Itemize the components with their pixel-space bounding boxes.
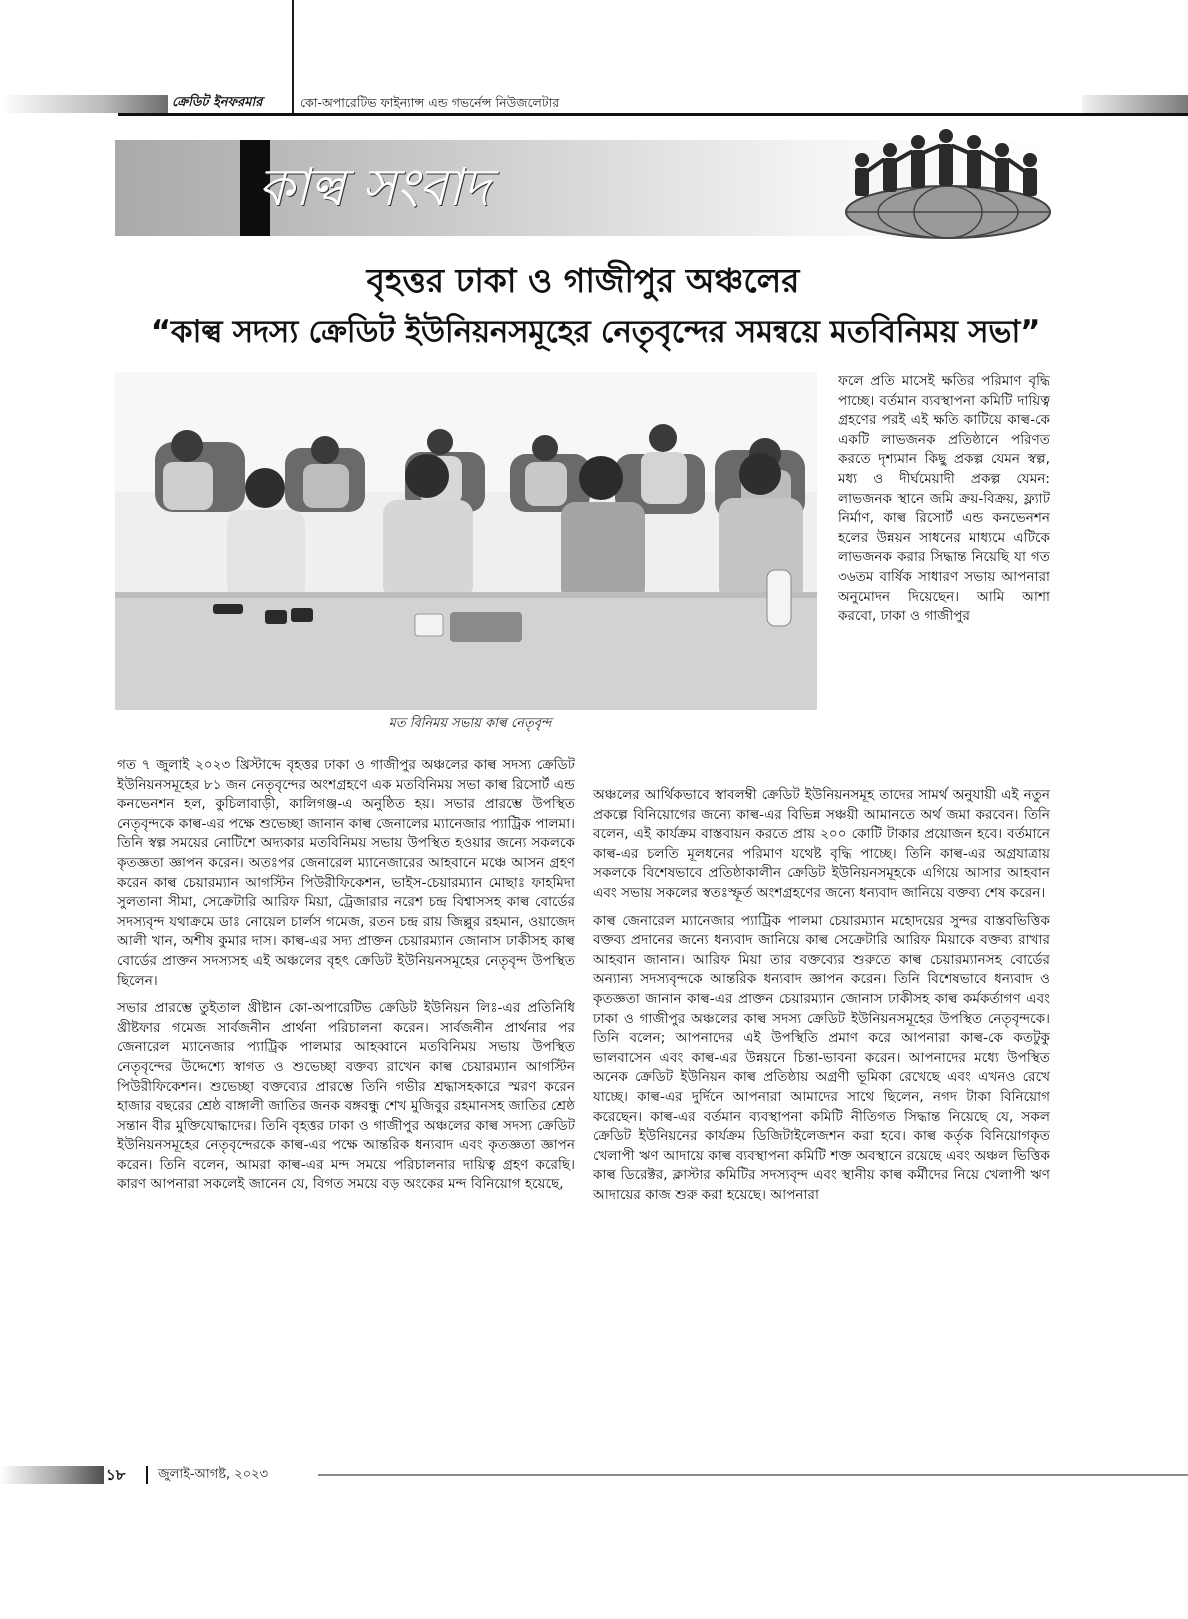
- header-gradient-bar: [0, 95, 168, 113]
- paragraph: অঞ্চলের আর্থিকভাবে স্বাবলম্বী ক্রেডিট ইউনিয়নসমূহ তাদের সামর্থ অনুযায়ী এই নতুন প্রকল্পে বিনিয়োগের জন্যে কাল্ব-এর বিভিন্ন সঞ্চয়ী আমানতে অর্থ জমা করবেন। তিনি বলেন, এই কার্যক্রম বাস্তবায়ন করতে প্রায় ২০০ কোটি টাকার প্রয়োজন হবে। বর্তমানে কাল্ব-এর চলতি মূলধনের পরিমাণ যথেষ্ট বৃদ্ধি পাচ্ছে। তিনি কাল্ব-এর অগ্রযাত্রায় সকলকে বিশেষভাবে প্রতিষ্ঠাকালীন ক্রেডিট ইউনিয়নসমূহকে এগিয়ে আসার আহবান এবং সভায় সকলের স্বতঃস্ফূর্ত অংশগ্রহণের জন্যে ধন্যবাদ জানিয়ে বক্তব্য শেষ করেন।: [593, 787, 1050, 901]
- headline-line-1: বৃহত্তর ঢাকা ও গাজীপুর অঞ্চলের: [366, 261, 800, 300]
- headline-line-2: “কাল্ব সদস্য ক্রেডিট ইউনিয়নসমূহের নেতৃবৃন্দের সমন্বয়ে মতবিনিময় সভা”: [150, 314, 1041, 350]
- newsletter-title: কো-অপারেটিভ ফাইন্যান্স এন্ড গভর্নেন্স নিউজলেটার: [300, 95, 560, 110]
- header-vertical-rule: [292, 0, 294, 114]
- page-number: ১৮: [106, 1466, 126, 1484]
- paragraph: সভার প্রারম্ভে তুইতাল খ্রীষ্টান কো-অপারেটিভ ক্রেডিট ইউনিয়ন লিঃ-এর প্রতিনিধি খ্রীষ্টফার গমেজ সার্বজনীন প্রার্থনা পরিচালনা করেন। সার্বজনীন প্রার্থনার পর জেনারেল ম্যানেজার প্যাট্রিক পালমার আহব্বানে মতবিনিময় সভায় উপস্থিত নেতৃবৃন্দের উদ্দেশ্যে স্বাগত ও শুভেচ্ছা বক্তব্য রাখেন কাল্ব চেয়ারম্যান আগস্টিন পিউরীফিকেশন। শুভেচ্ছা বক্তব্যের প্রারম্ভে তিনি গভীর শ্রদ্ধাসহকারে স্মরণ করেন হাজার বছরের শ্রেষ্ঠ বাঙ্গালী জাতির জনক বঙ্গবন্ধু শেখ মুজিবুর রহমানসহ জাতির শ্রেষ্ঠ সন্তান বীর মুক্তিযোদ্ধাদের। তিনি বৃহত্তর ঢাকা ও গাজীপুর অঞ্চলের কাল্ব সদস্য ক্রেডিট ইউনিয়নসমূহের নেতৃবৃন্দেরকে কাল্ব-এর পক্ষে আন্তরিক ধন্যবাদ এবং কৃতজ্ঞতা জ্ঞাপন করেন। তিনি বলেন, আমরা কাল্ব-এর মন্দ সময়ে পরিচালনার দায়িত্ব গ্রহণ করেছি। কারণ আপনারা সকলেই জানেন যে, বিগত সময়ে বড় অংকের মন্দ বিনিয়োগ হয়েছে,: [117, 1000, 575, 1193]
- article-text-right-top: [838, 372, 1050, 780]
- header-divider: [118, 113, 1188, 116]
- paragraph: ফলে প্রতি মাসেই ক্ষতির পরিমাণ বৃদ্ধি পাচ্ছে। বর্তমান ব্যবস্থাপনা কমিটি দায়িত্ব গ্রহণের পরই এই ক্ষতি কাটিয়ে কাল্ব-কে একটি লাভজনক প্রতিষ্ঠানে পরিণত করতে দৃশ্যমান কিছু প্রকল্প যেমন স্বল্প, মধ্য ও দীর্ঘমেয়াদী প্রকল্প যেমন: লাভজনক স্থানে জমি ক্রয়-বিক্রয়, ফ্ল্যাট নির্মাণ, কাল্ব রিসোর্ট এন্ড কনভেনশন হলের উন্নয়ন সাধনের মাধ্যমে এটিকে লাভজনক করার সিদ্ধান্ত নিয়েছি যা গত ৩৬তম বার্ষিক সাধারণ সভায় আপনারা অনুমোদন দিয়েছেন। আমি আশা করবো, ঢাকা ও গাজীপুর: [838, 373, 1050, 625]
- footer-separator: [146, 1466, 148, 1484]
- article-column-right: [593, 786, 1050, 1458]
- article-column-left: [117, 756, 575, 1456]
- publication-logo: ক্রেডিট ইনফরমার: [172, 95, 263, 110]
- header-right-gradient-bar: [1082, 95, 1188, 113]
- photo-caption: মত বিনিময় সভায় কাল্ব নেতৃবৃন্দ: [388, 716, 552, 731]
- issue-date: জুলাই-আগষ্ট, ২০২৩: [158, 1467, 269, 1482]
- section-title: কাল্ব সংবাদ: [258, 158, 490, 218]
- footer-rule: [318, 1474, 1188, 1476]
- people-globe-icon: [840, 120, 1055, 240]
- meeting-photo: [115, 372, 817, 710]
- paragraph: কাল্ব জেনারেল ম্যানেজার প্যাট্রিক পালমা চেয়ারম্যান মহোদয়ের সুন্দর বাস্তবভিত্তিক বক্তব্য প্রদানের জন্যে ধন্যবাদ জানিয়ে কাল্ব সেক্রেটারি আরিফ মিয়াকে বক্তব্য রাখার আহবান জানান। আরিফ মিয়া তার বক্তব্যের শুরুতে কাল্ব চেয়ারম্যানসহ বোর্ডের অন্যান্য সদস্যবৃন্দকে আন্তরিক ধন্যবাদ জ্ঞাপন করেন। তিনি বিশেষভাবে ধন্যবাদ ও কৃতজ্ঞতা জানান কাল্ব-এর প্রাক্তন চেয়ারম্যান জোনাস ঢাকীসহ কাল্ব কর্মকর্তাগণ এবং ঢাকা ও গাজীপুর অঞ্চলের কাল্ব সদস্য ক্রেডিট ইউনিয়নসমূহের উপস্থিত নেতৃবৃন্দকে। তিনি বলেন; আপনাদের এই উপস্থিতি প্রমাণ করে আপনারা কাল্ব-কে কতটুকু ভালবাসেন এবং কাল্ব-এর উন্নয়নে চিন্তা-ভাবনা করেন। আপনাদের মধ্যে উপস্থিত অনেক ক্রেডিট ইউনিয়ন কাল্ব প্রতিষ্ঠায় অগ্রণী ভূমিকা রেখেছে এবং এখনও রেখে যাচ্ছে। কাল্ব-এর দুর্দিনে আপনারা আমাদের সাথে ছিলেন, নগদ টাকা বিনিয়োগ করেছেন। কাল্ব-এর বর্তমান ব্যবস্থাপনা কমিটি নীতিগত সিদ্ধান্ত নিয়েছে যে, সকল ক্রেডিট ইউনিয়নের কার্যক্রম ডিজিটাইলেজশন করা হবে। কাল্ব কর্তৃক বিনিয়োগকৃত খেলাপী ঋণ আদায়ে কাল্ব ব্যবস্থাপনা কমিটি শক্ত অবস্থানে রয়েছে এবং অঞ্চল ভিত্তিক কাল্ব ডিরেক্টর, ক্লাস্টার কমিটির সদস্যবৃন্দ এবং স্থানীয় কাল্ব কর্মীদের নিয়ে খেলাপী ঋণ আদায়ের কাজ শুরু করা হয়েছে। আপনারা: [593, 912, 1050, 1203]
- footer-gradient-bar: [0, 1466, 104, 1484]
- paragraph: গত ৭ জুলাই ২০২৩ খ্রিস্টাব্দে বৃহত্তর ঢাকা ও গাজীপুর অঞ্চলের কাল্ব সদস্য ক্রেডিট ইউনিয়নসমূহের ৮১ জন নেতৃবৃন্দের অংশগ্রহণে এক মতবিনিময় সভা কাল্ব রিসোর্ট এন্ড কনভেনশন হল, কুচিলাবাড়ী, কালিগঞ্জ-এ অনুষ্ঠিত হয়। সভার প্রারম্ভে উপস্থিত নেতৃবৃন্দকে কাল্ব-এর পক্ষে শুভেচ্ছা জানান কাল্ব জেনালের ম্যানেজার প্যাট্রিক পালমা। তিনি স্বল্প সময়ের নোটিশে অদ্যকার মতবিনিময় সভায় উপস্থিত হওয়ার জন্যে সকলকে কৃতজ্ঞতা জ্ঞাপন করেন। অতঃপর জেনারেল ম্যানেজারের আহবানে মঞ্চে আসন গ্রহণ করেন কাল্ব চেয়ারম্যান আগস্টিন পিউরীফিকেশন, ভাইস-চেয়ারম্যান মোছাঃ ফাহমিদা সুলতানা সীমা, সেক্রেটারি আরিফ মিয়া, ট্রেজারার নরেশ চন্দ্র বিশ্বাসসহ কাল্ব বোর্ডের সদস্যবৃন্দ যথাক্রমে ডাঃ নোয়েল চার্লস গমেজ, রতন চন্দ্র রায় জিল্লুর রহমান, ওয়াজেদ আলী খান, অশীষ কুমার দাস। কাল্ব-এর সদ্য প্রাক্তন চেয়ারম্যান জোনাস ঢাকীসহ কাল্ব বোর্ডের প্রাক্তন সদস্যসহ এই অঞ্চলের বৃহৎ ক্রেডিট ইউনিয়নসমূহের নেতৃবৃন্দ উপস্থিত ছিলেন।: [117, 757, 575, 989]
